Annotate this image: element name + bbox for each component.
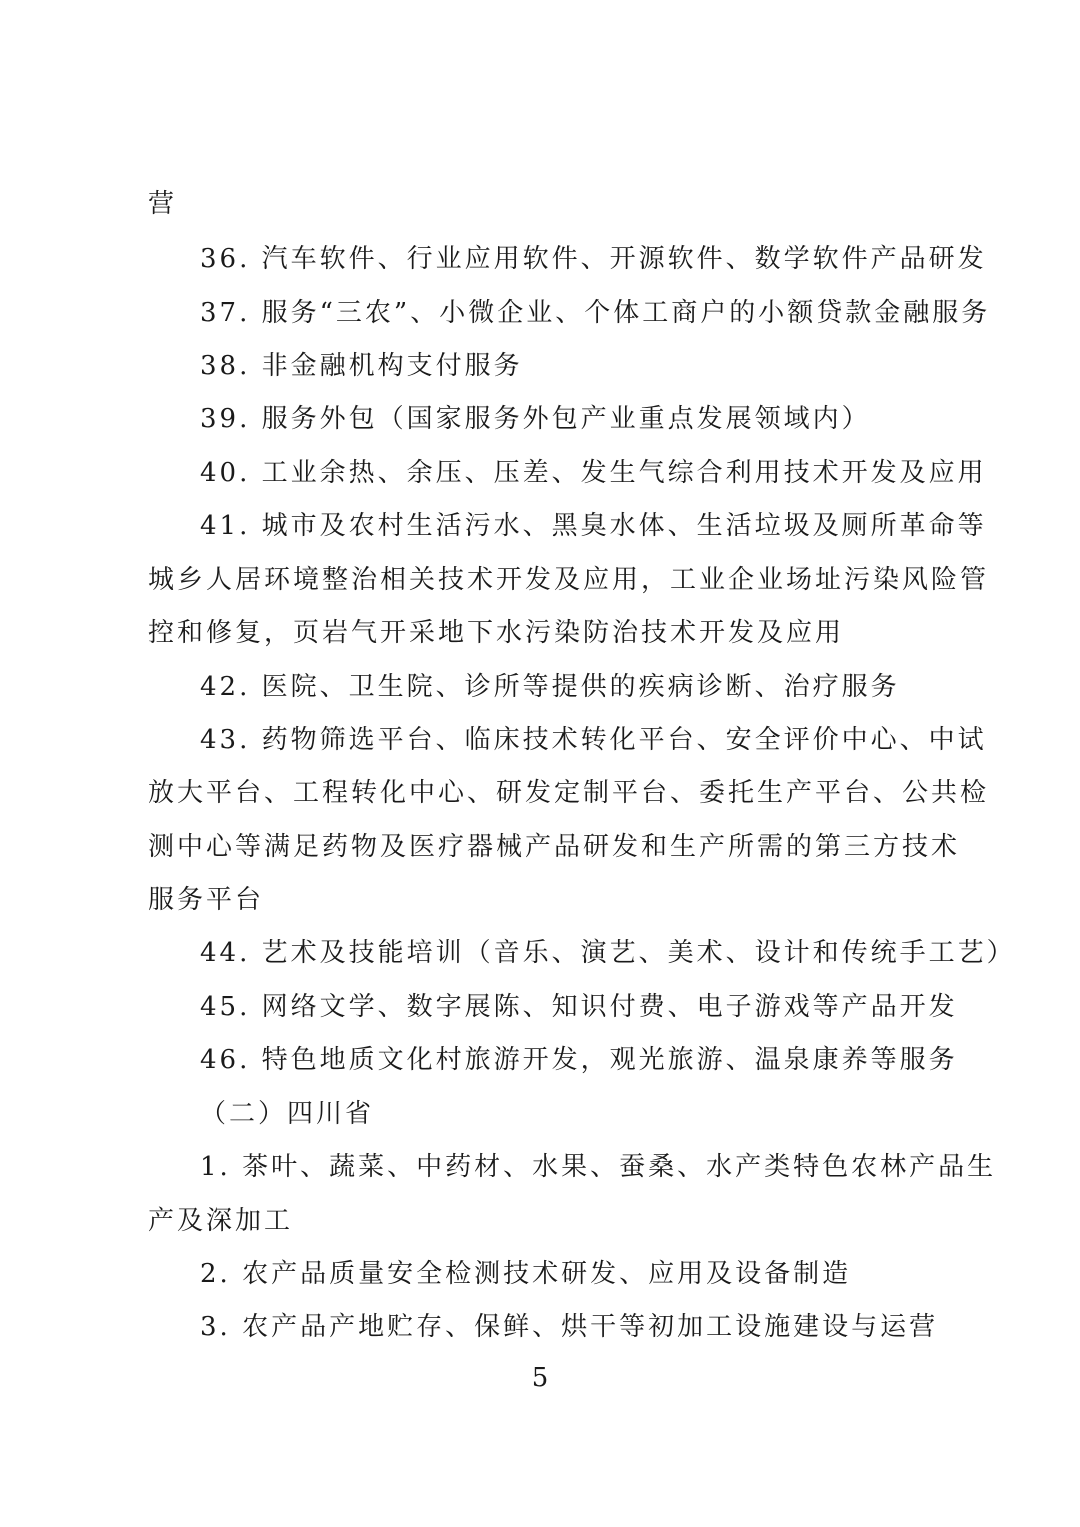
list-item-45: 45. 网络文学、数字展陈、知识付费、电子游戏等产品开发 xyxy=(200,992,958,1022)
page-number: 5 xyxy=(531,1363,549,1393)
list-item-42: 42. 医院、卫生院、诊所等提供的疾病诊断、治疗服务 xyxy=(200,672,900,702)
list-item-38: 38. 非金融机构支付服务 xyxy=(200,351,523,381)
list-item-40: 40. 工业余热、余压、压差、发生气综合利用技术开发及应用 xyxy=(200,458,987,488)
list-item-39: 39. 服务外包（国家服务外包产业重点发展领域内） xyxy=(200,404,871,434)
list-item-37: 37. 服务“三农”、小微企业、个体工商户的小额贷款金融服务 xyxy=(200,298,991,328)
list-item-43-continued: 放大平台、工程转化中心、研发定制平台、委托生产平台、公共检 xyxy=(148,778,990,808)
list-item-36: 36. 汽车软件、行业应用软件、开源软件、数学软件产品研发 xyxy=(200,244,987,274)
list-item-41-continued: 控和修复，页岩气开采地下水污染防治技术开发及应用 xyxy=(148,618,845,648)
text-line-continuation: 营 xyxy=(148,189,178,219)
list-item-44: 44. 艺术及技能培训（音乐、演艺、美术、设计和传统手工艺） xyxy=(200,938,1016,968)
list-item-43: 43. 药物筛选平台、临床技术转化平台、安全评价中心、中试 xyxy=(200,725,987,755)
list-item-43-continued: 服务平台 xyxy=(148,885,265,915)
list-item-46: 46. 特色地质文化村旅游开发，观光旅游、温泉康养等服务 xyxy=(200,1045,958,1075)
list-item-3: 3. 农产品产地贮存、保鲜、烘干等初加工设施建设与运营 xyxy=(200,1312,939,1342)
list-item-1-continued: 产及深加工 xyxy=(148,1206,294,1236)
list-item-2: 2. 农产品质量安全检测技术研发、应用及设备制造 xyxy=(200,1259,852,1289)
list-item-1: 1. 茶叶、蔬菜、中药材、水果、蚕桑、水产类特色农林产品生 xyxy=(200,1152,997,1182)
list-item-41-continued: 城乡人居环境整治相关技术开发及应用，工业企业场址污染风险管 xyxy=(148,565,990,595)
list-item-43-continued: 测中心等满足药物及医疗器械产品研发和生产所需的第三方技术 xyxy=(148,832,961,862)
section-heading-sichuan: （二）四川省 xyxy=(200,1099,375,1129)
list-item-41: 41. 城市及农村生活污水、黑臭水体、生活垃圾及厕所革命等 xyxy=(200,511,987,541)
